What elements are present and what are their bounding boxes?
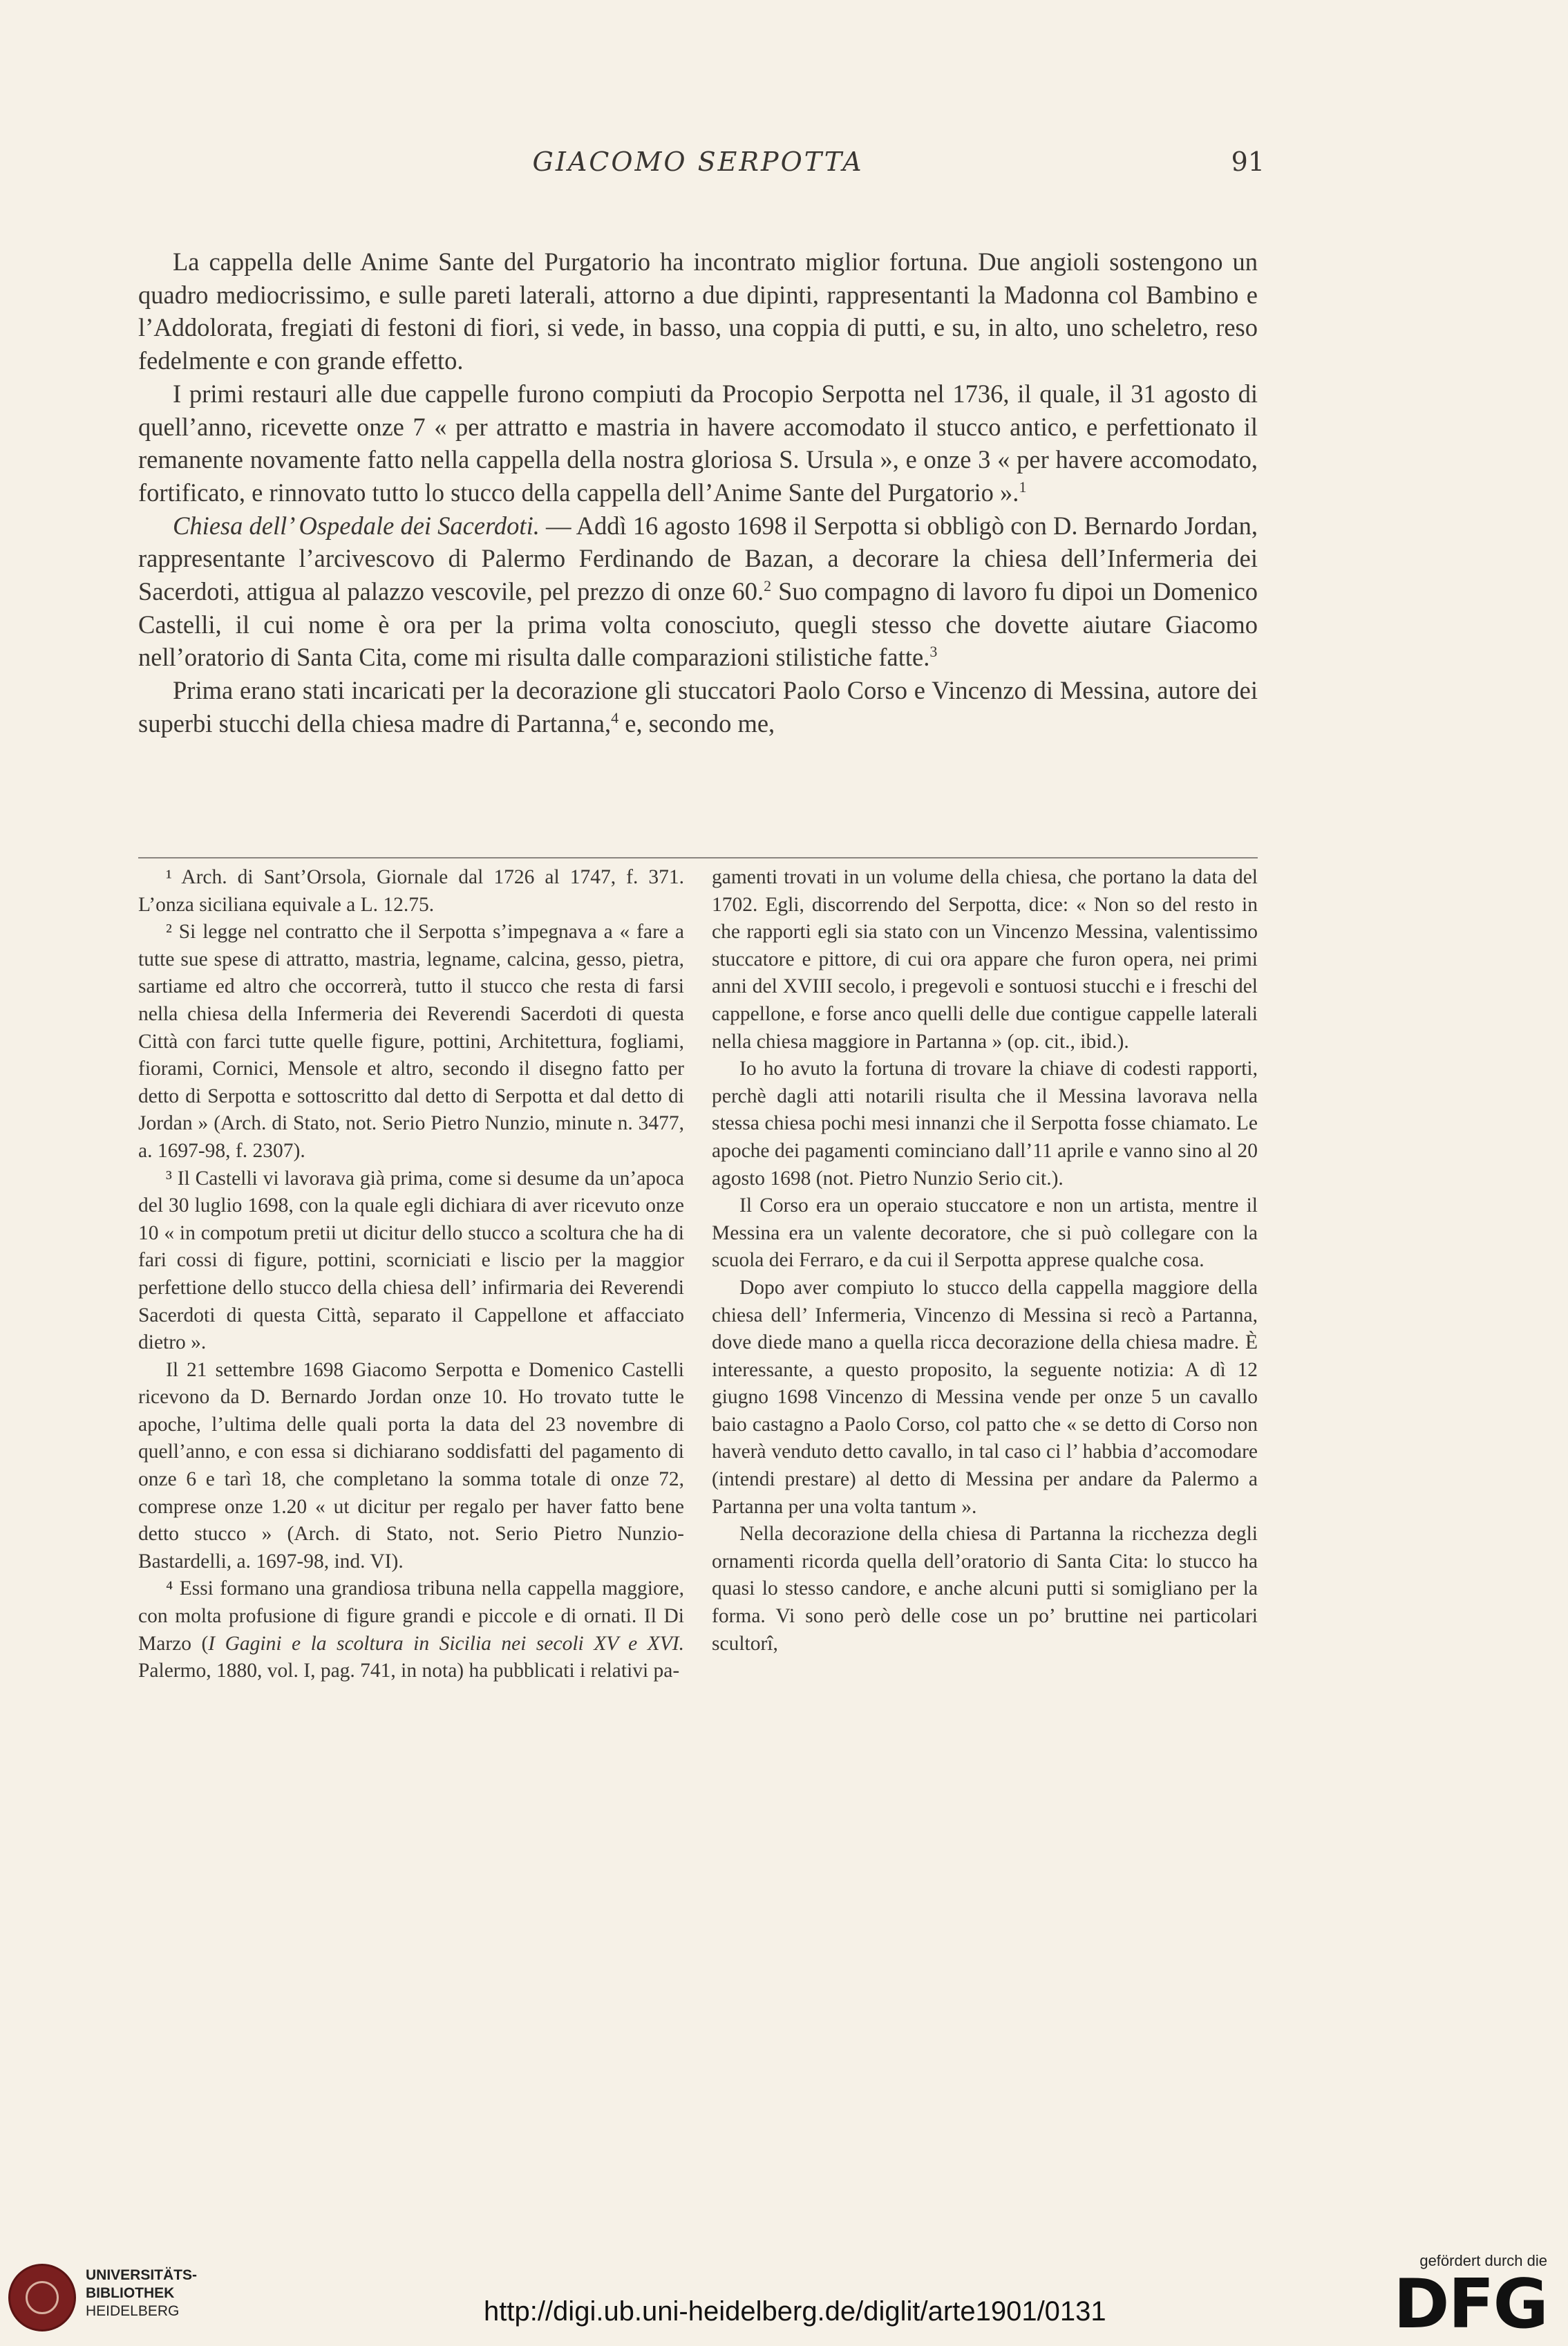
footnote-right-paragraph-4: Dopo aver compiuto lo stucco della cappella maggiore della chiesa dell’ Infermeria, Vincenzo di Messina si recò a Partanna, dove diede mano a quella ricca decorazione della chiesa madre. È interessante, a questo proposito, la seguente notizia: A dì 12 giugno 1698 Vincenzo di Messina vende per onze 5 un cavallo baio castagno a Paolo Corso, col patto che « se detto di Corso non haverà venduto detto cavallo, in tal caso ci l’ habbia d’accomodare (intendi prestare) al detto di Messina per andare da Palermo a Partanna per una volta tantum ». (712, 1276, 1258, 1518)
footnote-ref-3: 3 (929, 643, 938, 661)
funding-caption: gefördert durch die (1419, 2252, 1547, 2269)
main-text (138, 245, 1258, 740)
footnote-right-paragraph-5: Nella decorazione della chiesa di Partanna la ricchezza degli ornamenti ricorda quella dell’oratorio di Santa Cita: lo stucco ha quasi lo stesso candore, e anche alcuni putti si somigliano per la forma. Vi sono però delle cose un po’ bruttine nei particolari scultorî, (712, 1523, 1258, 1655)
footnote-separator (138, 857, 1258, 858)
footnote-4-book-title: I Gagini e la scoltura in Sicilia nei secoli XV e XVI. (208, 1632, 684, 1655)
paragraph-4a-text: Prima erano stati incaricati per la decorazione gli stuccatori Paolo Corso e Vincenzo di Messina, autore dei superbi stucchi della chiesa madre di Partanna, (138, 676, 1258, 738)
footnote-right-paragraph-2: Io ho avuto la fortuna di trovare la chiave di codesti rapporti, perchè dagli atti notarili risulta che il Messina lavorava nella stessa chiesa pochi mesi innanzi che il Serpotta fosse chiamato. Le apoche dei pagamenti cominciano dall’11 aprile e vanno sino al 20 agosto 1698 (not. Pietro Nunzio Serio cit.). (712, 1058, 1258, 1190)
footnote-4-text-a: ⁴ Essi formano una grandiosa tribuna nella cappella maggiore, con molta profusione di figure grandi e piccole e di ornati. Il Di Marzo ( (138, 1577, 684, 1655)
library-name-line-1: UNIVERSITÄTS- (86, 2267, 198, 2283)
paragraph-1 (138, 245, 1258, 377)
paragraph-3a-text: — Addì 16 agosto 1698 il Serpotta si obbligò con D. Bernardo Jordan, rappresentante l’arcivescovo di Palermo Ferdinando de Bazan, a decorare la chiesa dell’Infermeria dei Sacerdoti, attigua al palazzo vescovile, pel prezzo di onze 60. (138, 511, 1258, 606)
paragraph-1-text: La cappella delle Anime Sante del Purgatorio ha incontrato miglior fortuna. Due angioli sostengono un quadro mediocrissimo, e sulle pareti laterali, attorno a due dipinti, rappresentanti la Madonna col Bambino e l’Addolorata, fregiati di festoni di fiori, si vede, in basso, una coppia di putti, e su, in alto, uno scheletro, reso fedelmente e con grande effetto. (138, 247, 1258, 375)
paragraph-3 (138, 509, 1258, 675)
page-number: 91 (1231, 147, 1265, 177)
footnote-4-continued: gamenti trovati in un volume della chiesa, che portano la data del 1702. Egli, discorrendo del Serpotta, dice: « Non so del resto in che rapporti egli sia stato con un Vincenzo Messina, valentissimo stuccatore e pittore, di cui ora appare che furon opera, nei primi anni del XVIII secolo, i pregevoli e sontuosi stucchi e i freschi del cappellone, e forse anco quelli delle due contigue cappelle laterali nella chiesa maggiore in Partanna » (op. cit., ibid.). (712, 866, 1258, 1053)
library-name (86, 2267, 197, 2320)
page-header (138, 147, 1265, 195)
footnote-3: ³ Il Castelli vi lavorava già prima, come si desume da un’apoca del 30 luglio 1698, con la quale egli dichiara di aver ricevuto onze 10 « in compotum pretii ut dicitur dello stucco a scoltura che ha di fari cossi di figure, pottini, scorniciati e liscio per la maggior perfettione dello stucco della chiesa dell’ infirmaria dei Reverendi Sacerdoti di questa Città, separato il Cappellone et affacciato dietro ». (138, 1167, 684, 1354)
paragraph-3b-text: Suo compagno di lavoro fu dipoi un Domenico Castelli, il cui nome è ora per la prima volta conosciuto, quegli stesso che dovette aiutare Giacomo nell’oratorio di Santa Cita, come mi risulta dalle comparazioni stilistiche fatte. (138, 577, 1258, 672)
library-name-line-3: HEIDELBERG (86, 2303, 180, 2319)
footnotes-right-column (712, 864, 1258, 1658)
university-seal-icon (8, 2264, 76, 2331)
dfg-logo: DFG (1393, 2265, 1547, 2344)
footnote-ref-4: 4 (611, 709, 619, 726)
paragraph-4 (138, 674, 1258, 740)
footnote-1: ¹ Arch. di Sant’Orsola, Giornale dal 1726 al 1747, f. 371. L’onza siciliana equivale a L. 12.75. (138, 866, 684, 916)
footnote-ref-1: 1 (1019, 478, 1027, 496)
footnote-4 (138, 1575, 684, 1685)
footnotes (138, 864, 1258, 1949)
footnote-3-continued: Il 21 settembre 1698 Giacomo Serpotta e Domenico Castelli ricevono da D. Bernardo Jordan onze 10. Ho trovato tutte le apoche, l’ultima delle quali porta la data del 23 novembre di quell’anno, e con essa si dichiarano soddisfatti del pagamento di onze 6 e tarì 18, che completano la somma totale di onze 72, comprese onze 1.20 « ut dicitur per regalo per haver fatto bene detto stucco » (Arch. di Stato, not. Serio Pietro Nunzio-Bastardelli, a. 1697-98, ind. VI). (138, 1358, 684, 1573)
source-url-link[interactable]: http://digi.ub.uni-heidelberg.de/diglit/arte1901/0131 (484, 2296, 1106, 2327)
footnotes-left-column (138, 864, 684, 1685)
library-name-line-2: BIBLIOTHEK (86, 2285, 175, 2301)
digitization-footer (0, 2233, 1568, 2346)
paragraph-4b-text: e, secondo me, (625, 709, 775, 738)
footnote-2: ² Si legge nel contratto che il Serpotta s’impegnava a « fare a tutte sue spese di attratto, mastria, legname, calcina, gesso, pietra, sartiame ed altro che occorrerà, tutto il stucco che resta di farsi nella chiesa della Infermeria dei Reverendi Sacerdoti di questa Città con farci tutte quelle figure, pottini, Architettura, fogliami, fiorami, Cornici, Mensole et altro, secondo il disegno fatto per detto di Serpotta e sottoscritto dal detto di Serpotta et dal detto di Jordan » (Arch. di Stato, not. Serio Pietro Nunzio, minute n. 3477, a. 1697-98, f. 2307). (138, 921, 684, 1162)
library-logo (8, 2264, 216, 2340)
footnote-ref-2: 2 (764, 576, 772, 594)
running-head: GIACOMO SERPOTTA (532, 147, 864, 177)
section-title: Chiesa dell’ Ospedale dei Sacerdoti. (173, 511, 540, 540)
funding-notice (1354, 2252, 1547, 2342)
paragraph-2 (138, 377, 1258, 509)
footnote-4-text-b: Palermo, 1880, vol. I, pag. 741, in nota) ha pubblicati i relativi pa- (138, 1660, 680, 1682)
paragraph-2-text: I primi restauri alle due cappelle furono compiuti da Procopio Serpotta nel 1736, il quale, il 31 agosto di quell’anno, ricevette onze 7 « per attratto e mastria in havere accomodato il stucco antico, e perfettionato il remanente novamente fatto nella cappella della nostra gloriosa S. Ursula », e onze 3 « per havere accomodato, fortificato, e rinnovato tutto lo stucco della cappella dell’Anime Sante del Purgatorio ». (138, 379, 1258, 507)
footnote-right-paragraph-3: Il Corso era un operaio stuccatore e non un artista, mentre il Messina era un valente decoratore, che si può collegare con la scuola dei Ferraro, e da cui il Serpotta apprese qualche cosa. (712, 1194, 1258, 1272)
